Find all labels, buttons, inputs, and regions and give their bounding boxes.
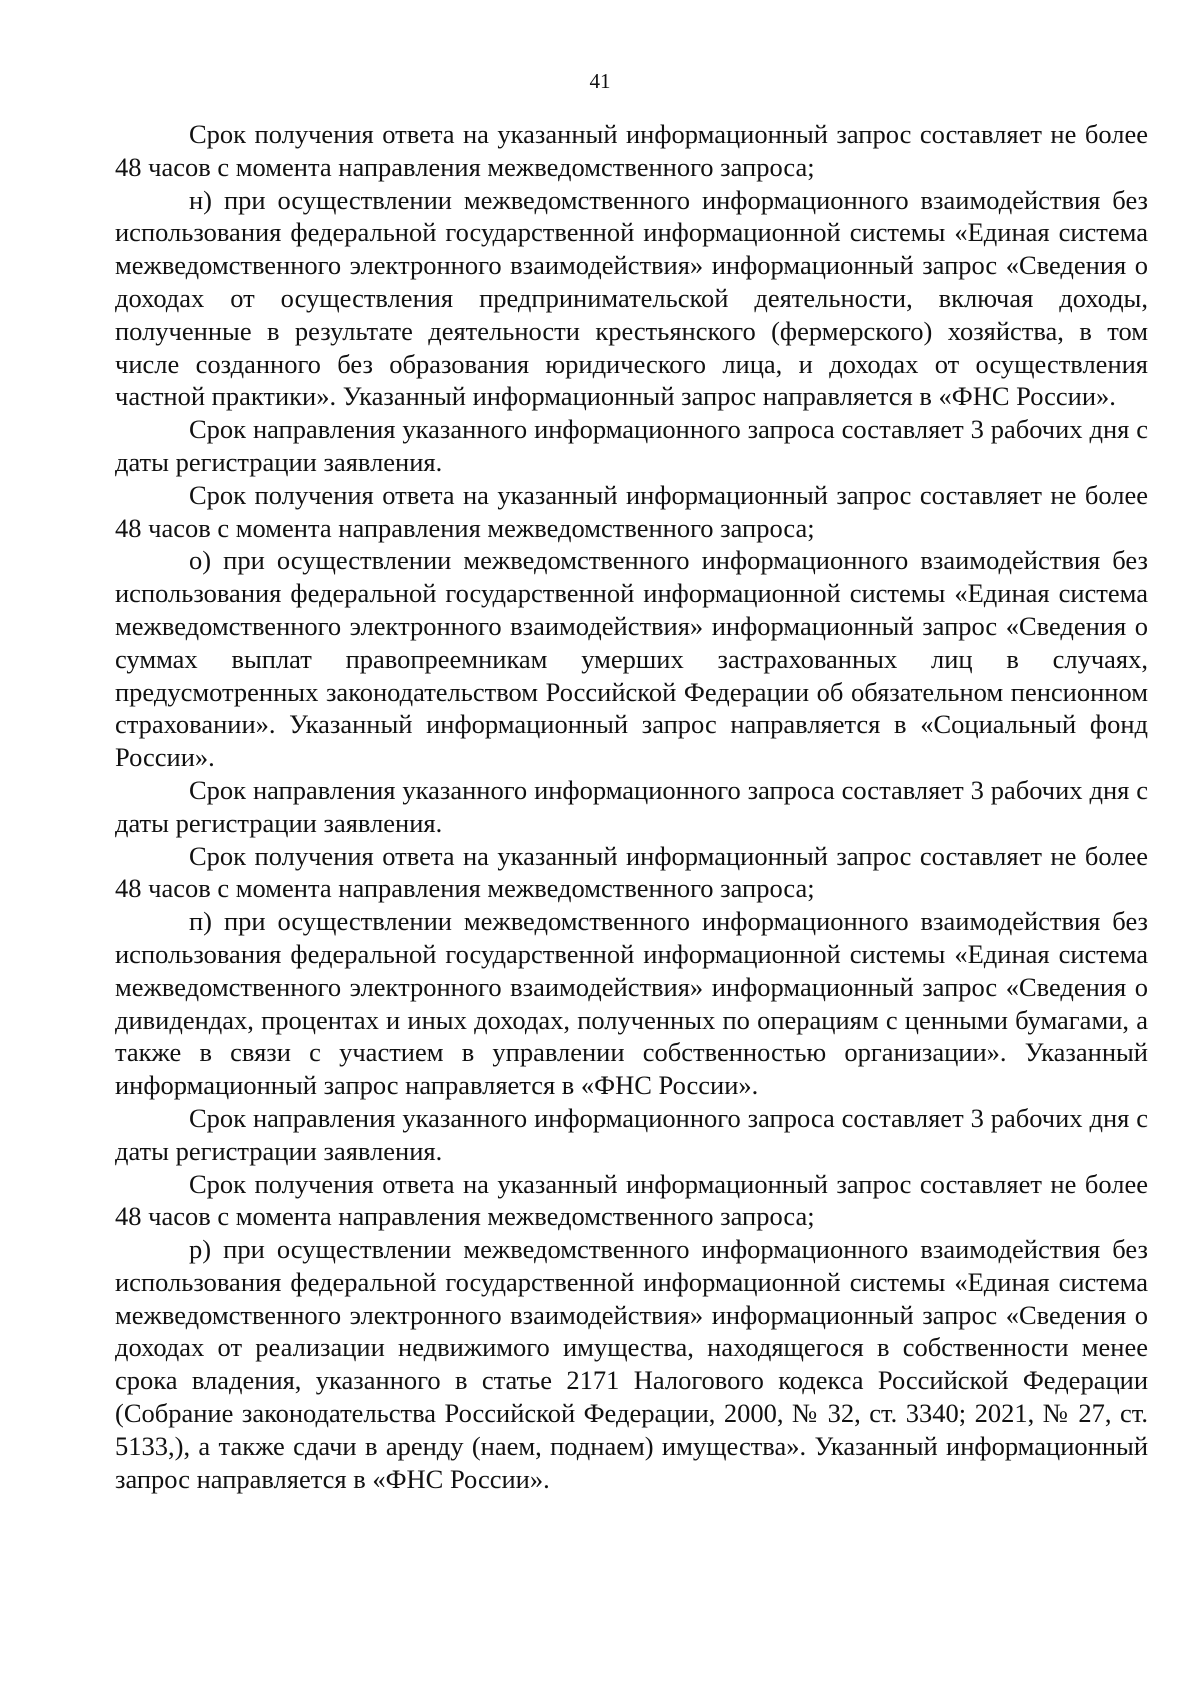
paragraph-response-term-2: Срок получения ответа на указанный информационный запрос составляет не более 48 часов с момента направления межведомственного запроса; — [115, 479, 1148, 543]
paragraph-item-r: р) при осуществлении межведомственного информационного взаимодействия без использования федеральной государственной информационной системы «Единая система межведомственного электронного взаимодействия» информационный запрос «Сведения о доходах от реализации недвижимого имущества, находящегося в собственности менее срока владения, указанного в статье 2171 Налогового кодекса Российской Федерации (Собрание законодательства Российской Федерации, 2000, № 32, ст. 3340; 2021, № 27, ст. 5133,), а также сдачи в аренду (наем, поднаем) имущества». Указанный информационный запрос направляется в «ФНС России». — [115, 1234, 1148, 1494]
page-number: 41 — [589, 69, 611, 93]
paragraph-response-term-3: Срок получения ответа на указанный информационный запрос составляет не более 48 часов с момента направления межведомственного запроса; — [115, 840, 1148, 904]
paragraph-send-term-3: Срок направления указанного информационного запроса составляет 3 рабочих дня с даты регистрации заявления. — [115, 1102, 1148, 1166]
paragraph-response-term-1: Срок получения ответа на указанный информационный запрос составляет не более 48 часов с момента направления межведомственного запроса; — [115, 119, 1148, 182]
paragraph-send-term-2: Срок направления указанного информационного запроса составляет 3 рабочих дня с даты регистрации заявления. — [115, 774, 1148, 838]
paragraph-item-o: о) при осуществлении межведомственного информационного взаимодействия без использования федеральной государственной информационной системы «Единая система межведомственного электронного взаимодействия» информационный запрос «Сведения о суммах выплат правопреемникам умерших застрахованных лиц в случаях, предусмотренных законодательством Российской Федерации об обязательном пенсионном страховании». Указанный информационный запрос направляется в «Социальный фонд России». — [115, 545, 1148, 773]
paragraph-send-term-1: Срок направления указанного информационного запроса составляет 3 рабочих дня с даты регистрации заявления. — [115, 414, 1148, 477]
paragraph-response-term-4: Срок получения ответа на указанный информационный запрос составляет не более 48 часов с момента направления межведомственного запроса; — [115, 1168, 1148, 1232]
paragraph-item-p: п) при осуществлении межведомственного информационного взаимодействия без использования федеральной государственной информационной системы «Единая система межведомственного электронного взаимодействия» информационный запрос «Сведения о дивидендах, процентах и иных доходах, полученных по операциям с ценными бумагами, а также в связи с участием в управлении собственностью организации». Указанный информационный запрос направляется в «ФНС России». — [115, 906, 1148, 1101]
document-body — [115, 118, 1148, 1495]
paragraph-item-n: н) при осуществлении межведомственного информационного взаимодействия без использования федеральной государственной информационной системы «Единая система межведомственного электронного взаимодействия» информационный запрос «Сведения о доходах от осуществления предпринимательской деятельности, включая доходы, полученные в результате деятельности крестьянского (фермерского) хозяйства, в том числе созданного без образования юридического лица, и доходах от осуществления частной практики». Указанный информационный запрос направляется в «ФНС России». — [115, 184, 1148, 412]
